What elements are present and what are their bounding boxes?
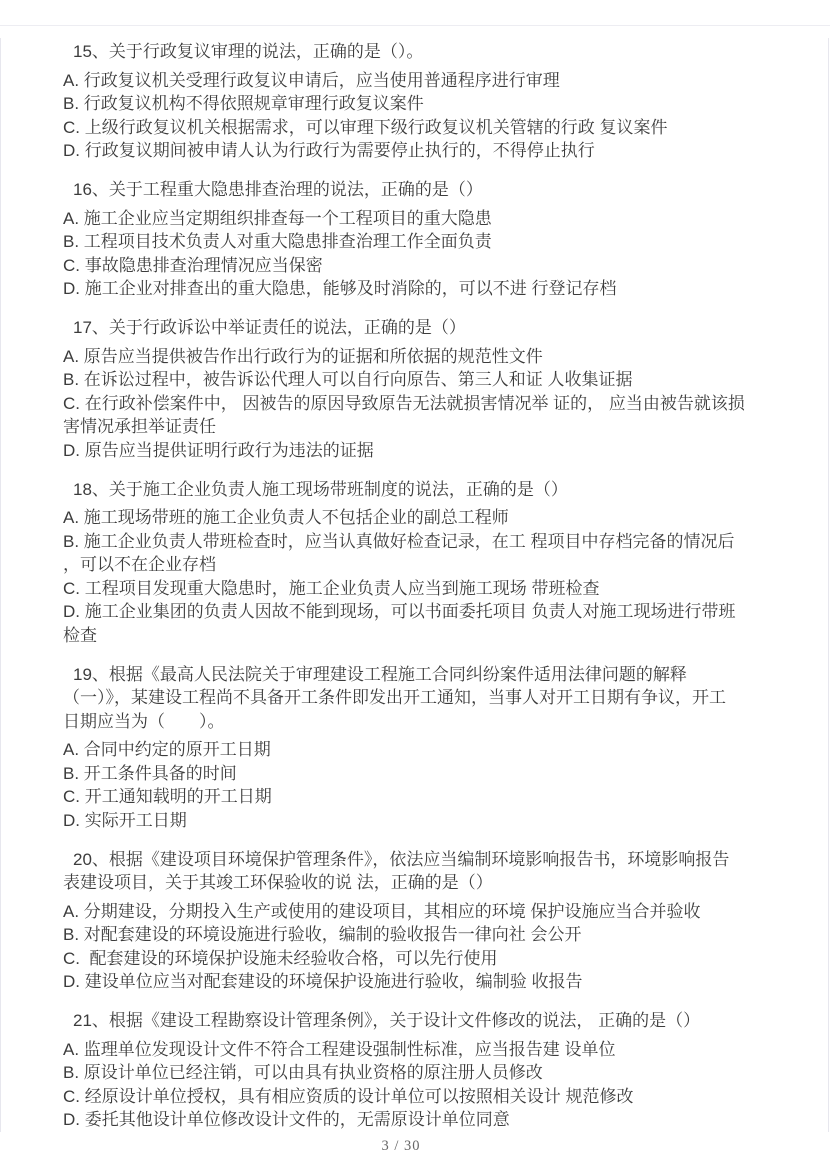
option-line: D. 施工企业集团的负责人因故不能到现场，可以书面委托项目 负责人对施工现场进行带班 xyxy=(63,602,736,621)
question-option xyxy=(63,762,780,786)
page-number: 3 / 30 xyxy=(381,1138,421,1154)
page-top-edge xyxy=(0,25,830,26)
question-options xyxy=(63,345,780,463)
question-title-line: 20、根据《建设项目环境保护管理条件》，依法应当编制环境影响报告书，环境影响报告 xyxy=(73,849,730,869)
question-block xyxy=(63,478,780,648)
option-line: B. 在诉讼过程中，被告诉讼代理人可以自行向原告、第三人和证 人收集证据 xyxy=(63,370,633,389)
option-line: A. 监理单位发现设计文件不符合工程建设强制性标准，应当报告建 设单位 xyxy=(63,1039,616,1059)
option-line: D. 实际开工日期 xyxy=(63,810,187,830)
question-title xyxy=(63,40,780,64)
question-title-line: 日期应当为（ ）。 xyxy=(63,711,225,731)
question-option xyxy=(63,785,780,809)
question-title-line: 15、关于行政复议审理的说法，正确的是（）。 xyxy=(73,42,424,61)
option-line: C. 上级行政复议机关根据需求，可以审理下级行政复议机关管辖的行政 复议案件 xyxy=(63,117,668,137)
option-line: A. 施工企业应当定期组织排查每一个工程项目的重大隐患 xyxy=(63,208,492,228)
question-title-line: 18、关于施工企业负责人施工现场带班制度的说法，正确的是（） xyxy=(73,479,568,499)
option-line: B. 对配套建设的环境设施进行验收，编制的验收报告一律向社 会公开 xyxy=(63,925,582,944)
option-line: C. 事故隐患排查治理情况应当保密 xyxy=(63,255,323,275)
option-line: A. 行政复议机关受理行政复议申请后，应当使用普通程序进行审理 xyxy=(63,70,560,90)
question-title xyxy=(63,178,780,202)
question-option xyxy=(63,900,780,924)
question-option xyxy=(63,116,780,140)
question-title-line: 21、根据《建设工程勘察设计管理条例》，关于设计文件修改的说法， 正确的是（） xyxy=(73,1011,701,1030)
option-line: A. 原告应当提供被告作出行政行为的证据和所依据的规范性文件 xyxy=(63,346,543,366)
question-option xyxy=(63,139,780,163)
question-title xyxy=(63,1009,780,1033)
option-line: A. 施工现场带班的施工企业负责人不包括企业的副总工程师 xyxy=(63,508,509,527)
question-option xyxy=(63,230,780,254)
option-line: D. 委托其他设计单位修改设计文件的，无需原设计单位同意 xyxy=(63,1110,510,1129)
option-line: D. 原告应当提供证明行政行为违法的证据 xyxy=(63,440,374,460)
option-line: C. 经原设计单位授权，具有相应资质的设计单位可以按照相关设计 规范修改 xyxy=(63,1086,634,1106)
question-option xyxy=(63,1061,780,1085)
option-line: D. 施工企业对排查出的重大隐患，能够及时消除的，可以不进 行登记存档 xyxy=(63,279,617,298)
question-title-line: 16、关于工程重大隐患排查治理的说法，正确的是（） xyxy=(73,180,483,199)
page-right-edge xyxy=(828,38,829,1132)
question-options xyxy=(63,207,780,301)
question-title xyxy=(63,478,780,502)
document-page xyxy=(63,40,780,1147)
option-line-continued: 害情况承担举证责任 xyxy=(63,417,216,436)
question-option xyxy=(63,809,780,833)
option-line: B. 原设计单位已经注销，可以由具有执业资格的原注册人员修改 xyxy=(63,1063,543,1082)
option-line: A. 分期建设，分期投入生产或使用的建设项目，其相应的环境 保护设施应当合并验收 xyxy=(63,901,701,921)
question-option xyxy=(63,530,780,577)
question-option xyxy=(63,738,780,762)
option-line: C. 配套建设的环境保护设施未经验收合格，可以先行使用 xyxy=(63,948,498,968)
question-option xyxy=(63,277,780,301)
question-block xyxy=(63,663,780,833)
option-line-continued: 检查 xyxy=(63,625,97,645)
question-block xyxy=(63,316,780,462)
question-options xyxy=(63,506,780,647)
question-option xyxy=(63,923,780,947)
question-option xyxy=(63,439,780,463)
question-title xyxy=(63,848,780,895)
option-line: B. 开工条件具备的时间 xyxy=(63,763,237,783)
question-option xyxy=(63,1085,780,1109)
question-option xyxy=(63,947,780,971)
question-options xyxy=(63,900,780,994)
question-option xyxy=(63,345,780,369)
question-option xyxy=(63,368,780,392)
question-options xyxy=(63,1038,780,1132)
option-line: B. 行政复议机构不得依照规章审理行政复议案件 xyxy=(63,94,424,113)
question-option xyxy=(63,577,780,601)
question-block xyxy=(63,1009,780,1132)
question-block xyxy=(63,848,780,994)
question-title xyxy=(63,316,780,340)
question-option xyxy=(63,392,780,439)
question-title-line: （一）》，某建设工程尚不具备开工条件即发出开工通知，当事人对开工日期有争议，开工 xyxy=(63,688,726,707)
option-line: C. 开工通知载明的开工日期 xyxy=(63,787,272,806)
question-option xyxy=(63,69,780,93)
question-title-line: 17、关于行政诉讼中举证责任的说法，正确的是（） xyxy=(73,318,466,337)
option-line: A. 合同中约定的原开工日期 xyxy=(63,740,271,759)
question-option xyxy=(63,1108,780,1132)
question-option xyxy=(63,506,780,530)
option-line: C. 工程项目发现重大隐患时，施工企业负责人应当到施工现场 带班检查 xyxy=(63,578,600,598)
question-options xyxy=(63,738,780,832)
option-line: B. 施工企业负责人带班检查时，应当认真做好检查记录，在工 程项目中存档完备的情况后 xyxy=(63,531,735,551)
option-line: C. 在行政补偿案件中， 因被告的原因导致原告无法就损害情况举 证的， 应当由被告就该损 xyxy=(63,393,745,413)
question-option xyxy=(63,254,780,278)
option-line: D. 行政复议期间被申请人认为行政行为需要停止执行的，不得停止执行 xyxy=(63,141,595,160)
option-line-continued: ，可以不在企业存档 xyxy=(63,555,216,574)
question-title-line: 19、根据《最高人民法院关于审理建设工程施工合同纠纷案件适用法律问题的解释 xyxy=(73,664,687,684)
question-block xyxy=(63,40,780,163)
question-option xyxy=(63,1038,780,1062)
question-title-line: 表建设项目，关于其竣工环保验收的说 法，正确的是（） xyxy=(63,873,493,892)
option-line: B. 工程项目技术负责人对重大隐患排查治理工作全面负责 xyxy=(63,232,492,251)
question-title xyxy=(63,663,780,734)
question-options xyxy=(63,69,780,163)
option-line: D. 建设单位应当对配套建设的环境保护设施进行验收，编制验 收报告 xyxy=(63,972,583,991)
page-left-edge xyxy=(0,38,1,1132)
question-block xyxy=(63,178,780,301)
question-option xyxy=(63,207,780,231)
question-option xyxy=(63,600,780,647)
question-option xyxy=(63,970,780,994)
question-option xyxy=(63,92,780,116)
